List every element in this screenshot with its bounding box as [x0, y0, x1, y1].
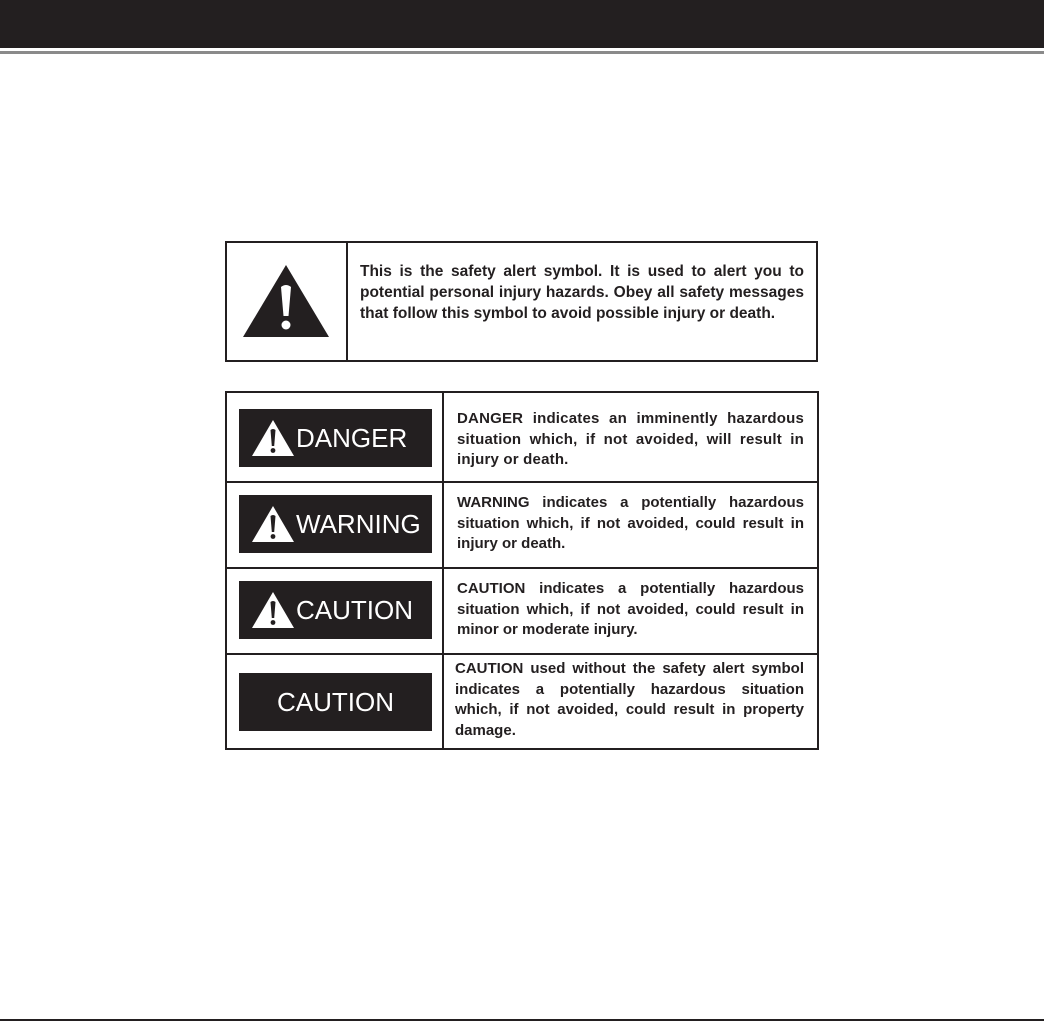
caution-label-text: CAUTION [296, 594, 413, 625]
danger-description: DANGER indicates an imminently hazardous situation which, if not avoided, will result in injury or death. [457, 410, 804, 468]
danger-label-text: DANGER [296, 422, 408, 453]
signal-row-danger [227, 393, 817, 481]
caution-plain-label-text: CAUTION [277, 686, 394, 717]
header-rule [0, 51, 1044, 54]
warning-triangle-icon [251, 505, 295, 543]
caution-label [239, 581, 432, 639]
safety-alert-icon [241, 263, 331, 339]
signal-row-caution-plain [227, 655, 817, 748]
warning-label-text: WARNING [296, 508, 421, 539]
footer-rule [0, 1019, 1044, 1021]
danger-label [239, 409, 432, 467]
safety-alert-description: This is the safety alert symbol. It is used to alert you to potential personal injury hazards. Obey all safety messages that follow this symbol to avoid possible injury or death. [360, 263, 804, 322]
caution-description: CAUTION indicates a potentially hazardous situation which, if not avoided, could result in minor or moderate injury. [457, 580, 804, 638]
signal-row-caution [227, 569, 817, 653]
signal-word-table [225, 391, 819, 750]
safety-alert-box [225, 241, 818, 362]
safety-alert-symbol-cell [227, 243, 348, 360]
signal-row-warning [227, 483, 817, 567]
header-band [0, 0, 1044, 48]
warning-triangle-icon [251, 591, 295, 629]
caution-plain-label [239, 673, 432, 731]
caution-plain-description: CAUTION used without the safety alert symbol indicates a potentially hazardous situation which, if not avoided, could result in property damage. [455, 660, 804, 739]
warning-triangle-icon [251, 419, 295, 457]
warning-description: WARNING indicates a potentially hazardous situation which, if not avoided, could result in injury or death. [457, 494, 804, 552]
warning-label [239, 495, 432, 553]
